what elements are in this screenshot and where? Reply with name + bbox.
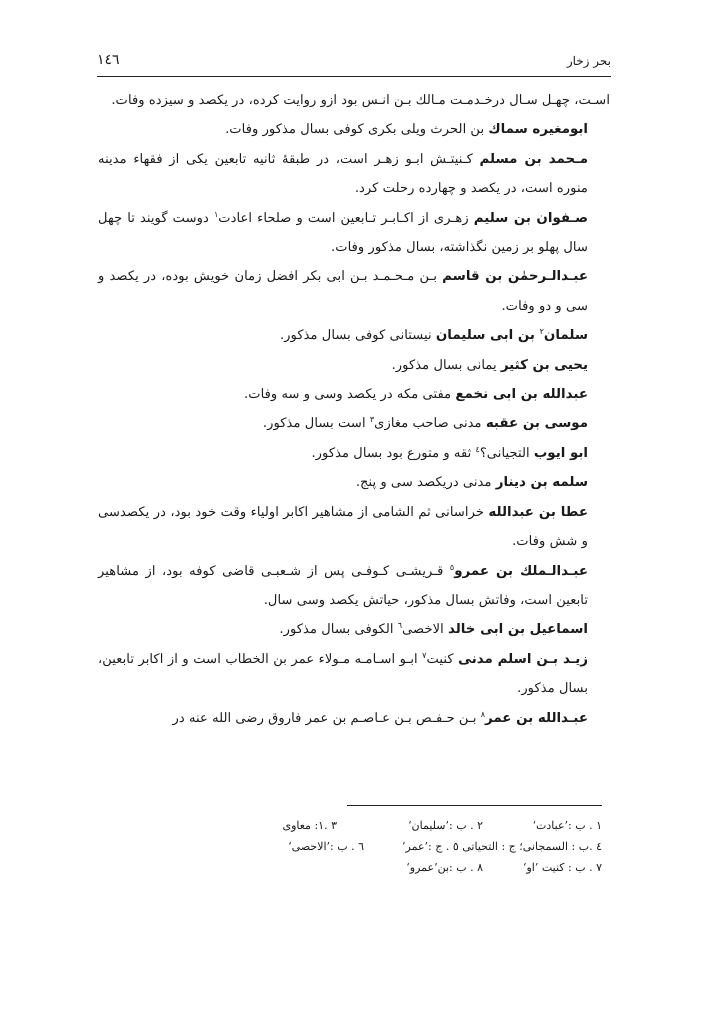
- footnote: ٦ . ب :’الاحصى‘: [288, 840, 364, 853]
- biography-entry: عبـدالـملك بن عمرو$^٥$ قـريشـى كـوفـى پس از شـعبـى قاضى كوفه بود، از مشاهير تابعين است، وفاتش بسال مذكور، حياتش يكصد وسى سال.: [98, 562, 588, 608]
- footnote: ٤ .ب : السمجانى؛ ج : التحياتى ٥ . ج :’عمر‘: [402, 840, 602, 853]
- person-name: سلمان: [543, 328, 588, 344]
- footnote-marker: ٦: [397, 621, 403, 631]
- footnote-row: [150, 836, 602, 857]
- person-name: مـحمد بن مسلم: [479, 151, 588, 167]
- biography-entry: ابو ايوب التجيانى؟$^٤$ ثقه و متورع بود بسال مذكور.: [311, 444, 588, 461]
- footnote-marker: ٥: [449, 562, 455, 572]
- footnote-marker: ٣: [369, 415, 375, 425]
- biography-entry: موسى بن عقبه مدنى صاحب مغازى$^٣$ است بسال مذكور.: [262, 415, 588, 432]
- footnote-row: [150, 857, 602, 878]
- biography-entry: عطا بن عبدالله خراسانى ثم الشامى از مشاهير اكابر اولياء وقت خود بود، در يكصدسى و شش وفات.: [98, 504, 588, 550]
- footnotes: [150, 815, 602, 878]
- footnote-marker: ٢: [539, 327, 544, 337]
- running-title: بحر زخار: [566, 54, 611, 68]
- biography-entry: سلمه بن دينار مدنى دريكصد سى و پنج.: [355, 475, 588, 491]
- person-name: عبـدالله بن عمر: [485, 710, 588, 726]
- person-name: يحيى بن كثير: [500, 357, 588, 373]
- footnote: ١ . ب :’عبادت‘: [532, 819, 602, 832]
- person-name: موسى بن عقبه: [485, 416, 588, 432]
- header-rule: [97, 76, 611, 77]
- footnote-marker: ١: [213, 209, 219, 219]
- footnote-row: [150, 815, 602, 836]
- person-name: زيـد بـن اسلم مدنى: [458, 651, 588, 667]
- footnote-marker: ٨: [480, 709, 485, 719]
- footnote: ٣ .١: معاوى: [282, 819, 337, 832]
- biography-entry: اسماعيل بن ابى خالد الاخصى$^٦$ الكوفى بسال مذكور.: [279, 621, 588, 638]
- biography-entry: يحيى بن كثير يمانى بسال مذكور.: [391, 357, 588, 373]
- footnote: ٧ . ب : كنيت ’او‘: [522, 861, 602, 874]
- footnote: ٢ . ب :’سليمان‘: [408, 819, 483, 832]
- biography-entry: سلمان$^٢$ بن ابى سليمان نيستانى كوفى بسال مذكور.: [279, 327, 588, 344]
- person-name: صـفوان بن سليم: [473, 210, 589, 226]
- person-name: عبدالله بن ابى نخمع: [455, 387, 588, 403]
- biography-entry: عبدالله بن ابى نخمع مفتى مكه در يكصد وسى و سه وفات.: [244, 387, 588, 403]
- biography-entry: عبـدالـرحمٰن بن قاسم بـن مـحـمـد بـن ابى بكر افضل زمان خويش بوده، در يكصد و سى و دو وفات.: [98, 269, 588, 314]
- biography-entry: ابومغيره سماك بن الحرث ويلى بكرى كوفى بسال مذكور وفات.: [225, 122, 588, 138]
- biography-entry: مـحمد بن مسلم كـنيتـش ابـو زهـر است، در طبقهٔ ثانيه تابعين يكى از فقهاء مدينه منوره است، در يكصد و چهارده رحلت كرد.: [98, 151, 588, 197]
- person-name: ابو ايوب: [533, 445, 588, 461]
- paragraph: اسـت، چهـل سـال درخـدمـت مـالك بـن انـس بود ازو روايت كرده، در يكصد و سيزده وفات.: [111, 93, 610, 108]
- footnote: ٨ . ب :بن’عمرو‘: [406, 861, 483, 874]
- person-name: اسماعيل بن ابى خالد: [447, 622, 588, 638]
- person-name: عبـدالـرحمٰن بن قاسم: [442, 269, 588, 285]
- person-name-cont: بن ابى سليمان: [435, 328, 540, 344]
- biography-entry: صـفوان بن سليم زهـرى از اكـابـر تـابعين است و صلحاء اعادت$^١$ دوست گويند تا چهل سال پهلو بر زمين نگذاشته، بسال مذكور وفات.: [98, 209, 589, 256]
- person-name: عطا بن عبدالله: [488, 504, 588, 520]
- footnote-rule: [347, 805, 602, 806]
- body-text: [98, 86, 610, 733]
- footnote-marker: ٧: [422, 650, 427, 660]
- person-name: سلمه بن دينار: [495, 475, 588, 491]
- biography-entry: زيـد بـن اسلم مدنى كنيت$^٧$ ابـو اسـامـه مـولاء عمر بن الخطاب است و از اكابر تابعين، بسال مذكور.: [98, 650, 588, 697]
- person-name: عبـدالـملك بن عمرو: [454, 563, 588, 579]
- footnote-marker: ٤: [475, 444, 480, 454]
- page-number: ١٤٦: [97, 52, 120, 68]
- page-header: [97, 48, 611, 76]
- person-name: ابومغيره سماك: [488, 122, 588, 138]
- biography-entry: عبـدالله بن عمر$^٨$ بـن حـفـص بـن عـاصـم بن عمر فاروق رضى الله عنه در: [172, 709, 588, 726]
